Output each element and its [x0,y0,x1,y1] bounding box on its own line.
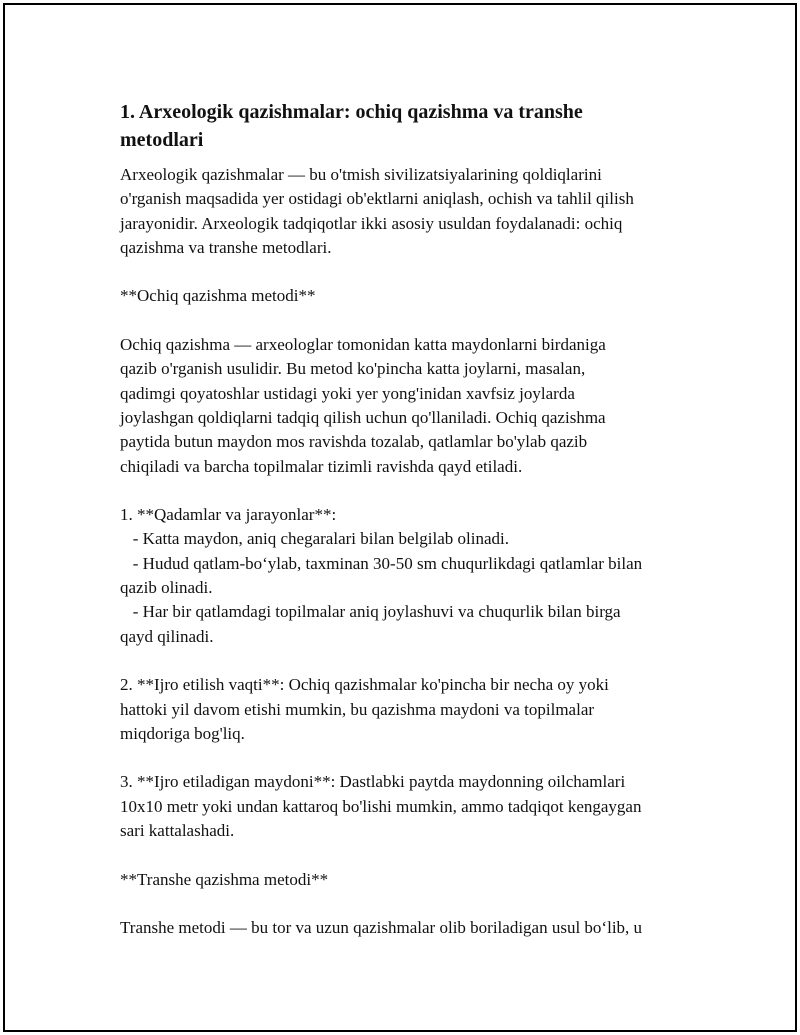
text-line: qayd qilinadi. [120,626,214,646]
text-line: chiqiladi va barcha topilmalar tizimli ravishda qayd etiladi. [120,456,523,476]
open-excavation-paragraph [120,333,700,479]
text-line: qazib o'rganish usulidir. Bu metod ko'pincha katta joylarni, masalan, [120,359,586,379]
list-item-duration [120,673,700,746]
text-line: sari kattalashadi. [120,821,235,841]
list-item-steps [120,503,700,649]
trench-paragraph [120,916,700,940]
text-line: 2. **Ijro etilish vaqti**: Ochiq qazishmalar ko'pincha bir necha oy yoki [120,675,609,695]
subheading-trench [120,868,700,892]
document-page [3,3,797,1032]
text-line: Ochiq qazishma — arxeologlar tomonidan katta maydonlarni birdaniga [120,335,606,355]
text-line: Transhe metodi — bu tor va uzun qazishmalar olib boriladigan usul bo‘lib, u [120,918,643,938]
text-line: qazib olinadi. [120,578,213,598]
text-line: **Transhe qazishma metodi** [120,869,329,889]
text-line: paytida butun maydon mos ravishda tozalab, qatlamlar bo'ylab qazib [120,432,588,452]
text-line: 10x10 metr yoki undan kattaroq bo'lishi mumkin, ammo tadqiqot kengaygan [120,796,642,816]
text-line: joylashgan qoldiqlarni tadqiq qilish uchun qo'llaniladi. Ochiq qazishma [120,407,606,427]
document-body [120,98,700,965]
text-line: 3. **Ijro etiladigan maydoni**: Dastlabki paytda maydonning oilchamlari [120,772,626,792]
text-line: o'rganish maqsadida yer ostidagi ob'ektlarni aniqlash, ochish va tahlil qilish [120,189,634,209]
text-line: miqdoriga bog'liq. [120,723,245,743]
heading-line: 1. Arxeologik qazishmalar: ochiq qazishma va transhe [120,101,583,123]
text-line: qadimgi qoyatoshlar ustidagi yoki yer yong'inidan xavfsiz joylarda [120,383,575,403]
text-line: 1. **Qadamlar va jarayonlar**: [120,505,337,525]
intro-paragraph [120,163,700,260]
text-line: - Har bir qatlamdagi topilmalar aniq joylashuvi va chuqurlik bilan birga [120,602,621,622]
text-line: qazishma va transhe metodlari. [120,237,332,257]
heading-line: metodlari [120,129,204,151]
text-line: - Hudud qatlam-bo‘ylab, taxminan 30-50 sm chuqurlikdagi qatlamlar bilan [120,553,643,573]
text-line: hattoki yil davom etishi mumkin, bu qazishma maydoni va topilmalar [120,699,595,719]
subheading-open-excavation [120,284,700,308]
text-line: - Katta maydon, aniq chegaralari bilan belgilab olinadi. [120,529,509,549]
text-line: Arxeologik qazishmalar — bu o'tmish sivilizatsiyalarining qoldiqlarini [120,165,602,184]
text-line: **Ochiq qazishma metodi** [120,286,316,306]
text-line: jarayonidir. Arxeologik tadqiqotlar ikki asosiy usuldan foydalanadi: ochiq [120,213,623,233]
section-heading [120,98,700,154]
list-item-area [120,770,700,843]
